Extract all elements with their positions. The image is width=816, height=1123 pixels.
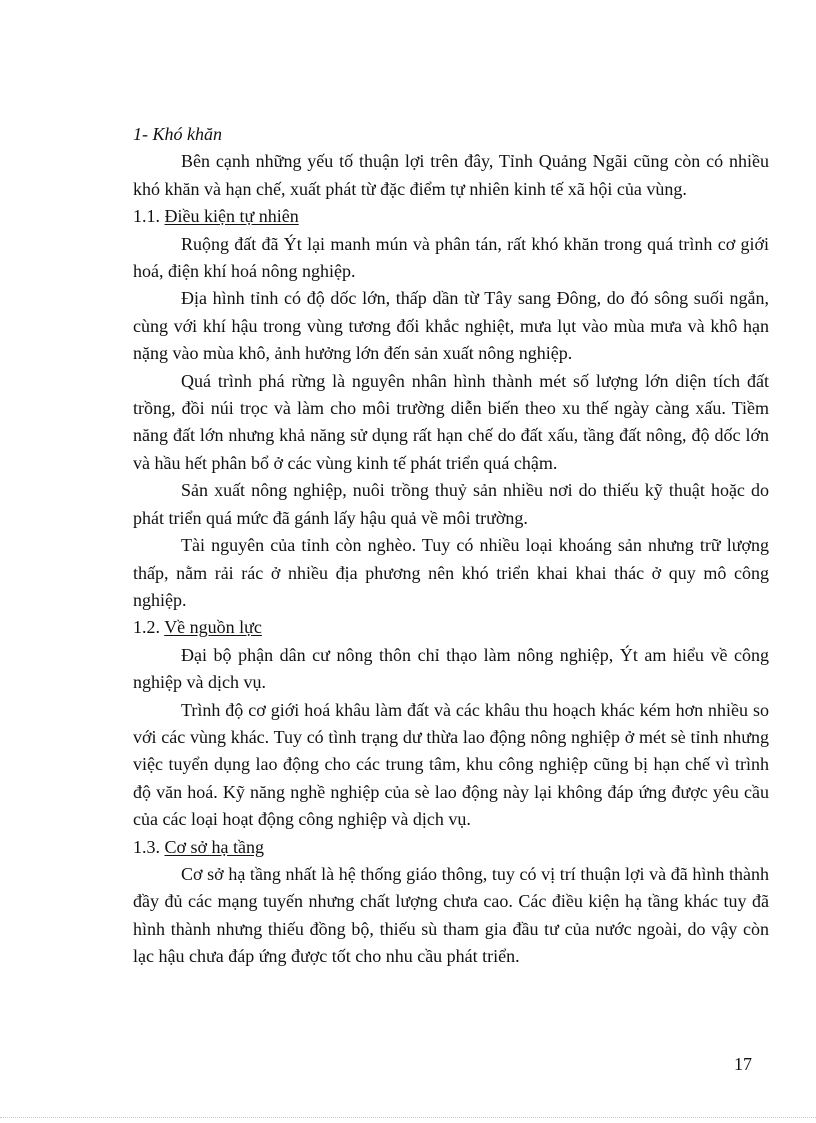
paragraph: Trình độ cơ giới hoá khâu làm đất và các khâu thu hoạch khác kém hơn nhiều so với các vùng khác. Tuy có tình trạng dư thừa lao động nông nghiệp ở mét sè tỉnh nhưng việc tuyển dụng lao động cho các trung tâm, khu công nghiệp cũng bị hạn chế vì trình độ văn hoá. Kỹ năng nghề nghiệp của sè lao động này lại không đáp ứng được yêu cầu của các loại hoạt động công nghiệp và dịch vụ. <box>133 699 769 830</box>
paragraph: Ruộng đất đã Ýt lại manh mún và phân tán, rất khó khăn trong quá trình cơ giới hoá, điện khí hoá nông nghiệp. <box>133 233 769 282</box>
subsection-title: Điều kiện tự nhiên <box>164 206 299 227</box>
page-content <box>133 121 769 971</box>
section-number: 1- <box>133 124 148 144</box>
subsection-heading-1-2 <box>133 614 769 641</box>
subsection-heading-1-1 <box>133 203 769 230</box>
page-number: 17 <box>734 1054 752 1074</box>
paragraph: Địa hình tỉnh có độ dốc lớn, thấp dần từ Tây sang Đông, do đó sông suối ngắn, cùng với khí hậu trong vùng tương đối khắc nghiệt, mưa lụt vào mùa mưa và khô hạn nặng vào mùa khô, ảnh hưởng lớn đến sản xuất nông nghiệp. <box>133 288 769 364</box>
subsection-heading-1-3 <box>133 834 769 861</box>
paragraph: Cơ sở hạ tầng nhất là hệ thống giáo thông, tuy có vị trí thuận lợi và đã hình thành đầy đủ các mạng tuyến nhưng chất lượng chưa cao. Các điều kiện hạ tầng khác tuy đã hình thành nhưng thiếu đồng bộ, thiếu sù tham gia đầu tư của nước ngoài, do vậy còn lạc hậu chưa đáp ứng được tốt cho nhu cầu phát triển. <box>133 863 769 967</box>
paragraph: Sản xuất nông nghiệp, nuôi trồng thuỷ sản nhiều nơi do thiếu kỹ thuật hoặc do phát triển quá mức đã gánh lấy hậu quả về môi trường. <box>133 480 769 528</box>
subsection-number: 1.1. <box>133 206 160 227</box>
paragraph: Quá trình phá rừng là nguyên nhân hình thành mét số lượng lớn diện tích đất trồng, đồi núi trọc và làm cho môi trường diễn biến theo xu thế ngày càng xấu. Tiềm năng đất lớn nhưng khả năng sử dụng rất hạn chế do đất xấu, tầng đất nông, độ dốc lớn và hầu hết phân bổ ở các vùng kinh tế phát triển quá chậm. <box>133 370 769 473</box>
section-heading <box>133 121 769 148</box>
subsection-title: Về nguồn lực <box>164 617 262 638</box>
subsection-number: 1.3. <box>133 836 160 857</box>
subsection-number: 1.2. <box>133 617 160 638</box>
paragraph: Đại bộ phận dân cư nông thôn chỉ thạo làm nông nghiệp, Ýt am hiểu về công nghiệp và dịch vụ. <box>133 644 769 693</box>
section-title: Khó khăn <box>152 124 222 144</box>
subsection-title: Cơ sở hạ tầng <box>164 836 265 857</box>
section-intro: Bên cạnh những yếu tố thuận lợi trên đây, Tỉnh Quảng Ngãi cũng còn có nhiều khó khăn và hạn chế, xuất phát từ đặc điểm tự nhiên kinh tế xã hội của vùng. <box>133 151 769 199</box>
paragraph: Tài nguyên của tỉnh còn nghèo. Tuy có nhiều loại khoáng sản nhưng trữ lượng thấp, nằm rải rác ở nhiều địa phương nên khó triển khai khai thác ở quy mô công nghiệp. <box>133 535 769 610</box>
page-bottom-divider <box>0 1117 816 1118</box>
